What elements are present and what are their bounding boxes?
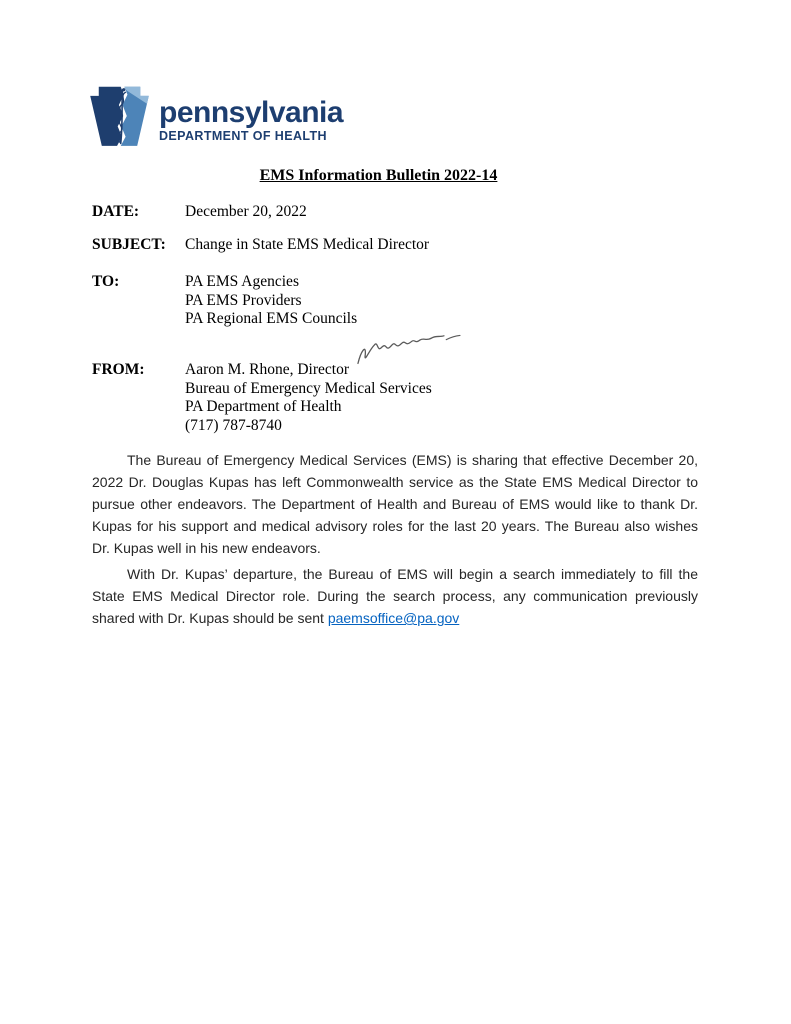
- from-line: Bureau of Emergency Medical Services: [185, 379, 432, 397]
- from-line: PA Department of Health: [185, 398, 342, 415]
- from-line: Aaron M. Rhone, Director: [185, 361, 349, 378]
- email-link[interactable]: paemsoffice@pa.gov: [327, 610, 460, 626]
- keystone-caduceus-icon: [89, 84, 150, 148]
- from-row: [92, 361, 432, 435]
- subject-label: SUBJECT:: [92, 236, 166, 253]
- to-line: PA EMS Providers: [185, 291, 302, 309]
- logo-brand-name: pennsylvania: [159, 96, 344, 129]
- subject-row: [92, 236, 429, 255]
- from-value: [185, 361, 432, 435]
- from-label: FROM:: [92, 361, 145, 378]
- date-row: [92, 203, 307, 222]
- subject-value: Change in State EMS Medical Director: [185, 236, 430, 253]
- body-paragraph-2: [92, 563, 698, 629]
- to-line: PA EMS Agencies: [185, 273, 299, 290]
- to-row: [92, 273, 357, 329]
- to-line: PA Regional EMS Councils: [185, 310, 358, 327]
- to-value: [185, 273, 357, 329]
- logo-department-name: DEPARTMENT OF HEALTH: [159, 129, 327, 143]
- body-paragraph-2-text: With Dr. Kupas’ departure, the Bureau of EMS will begin a search immediately to fill the State EMS Medical Director role. During the search process, any communication previously shared with Dr. Kupas should be sent: [92, 566, 698, 626]
- body-paragraph-1: The Bureau of Emergency Medical Services (EMS) is sharing that effective December 20, 2022 Dr. Douglas Kupas has left Commonwealth service as the State EMS Medical Director to pursue other endeavors. The Department of Health and Bureau of EMS would like to thank Dr. Kupas for his support and medical advisory roles for the last 20 years. The Bureau also wishes Dr. Kupas well in his new endeavors.: [92, 452, 698, 556]
- from-line: (717) 787-8740: [185, 416, 282, 434]
- logo-text: [159, 96, 344, 143]
- bulletin-title: EMS Information Bulletin 2022-14: [259, 167, 498, 184]
- to-label: TO:: [92, 273, 120, 290]
- date-label: DATE:: [92, 203, 140, 220]
- date-value: December 20, 2022: [185, 203, 307, 220]
- pa-doh-logo: [89, 84, 343, 148]
